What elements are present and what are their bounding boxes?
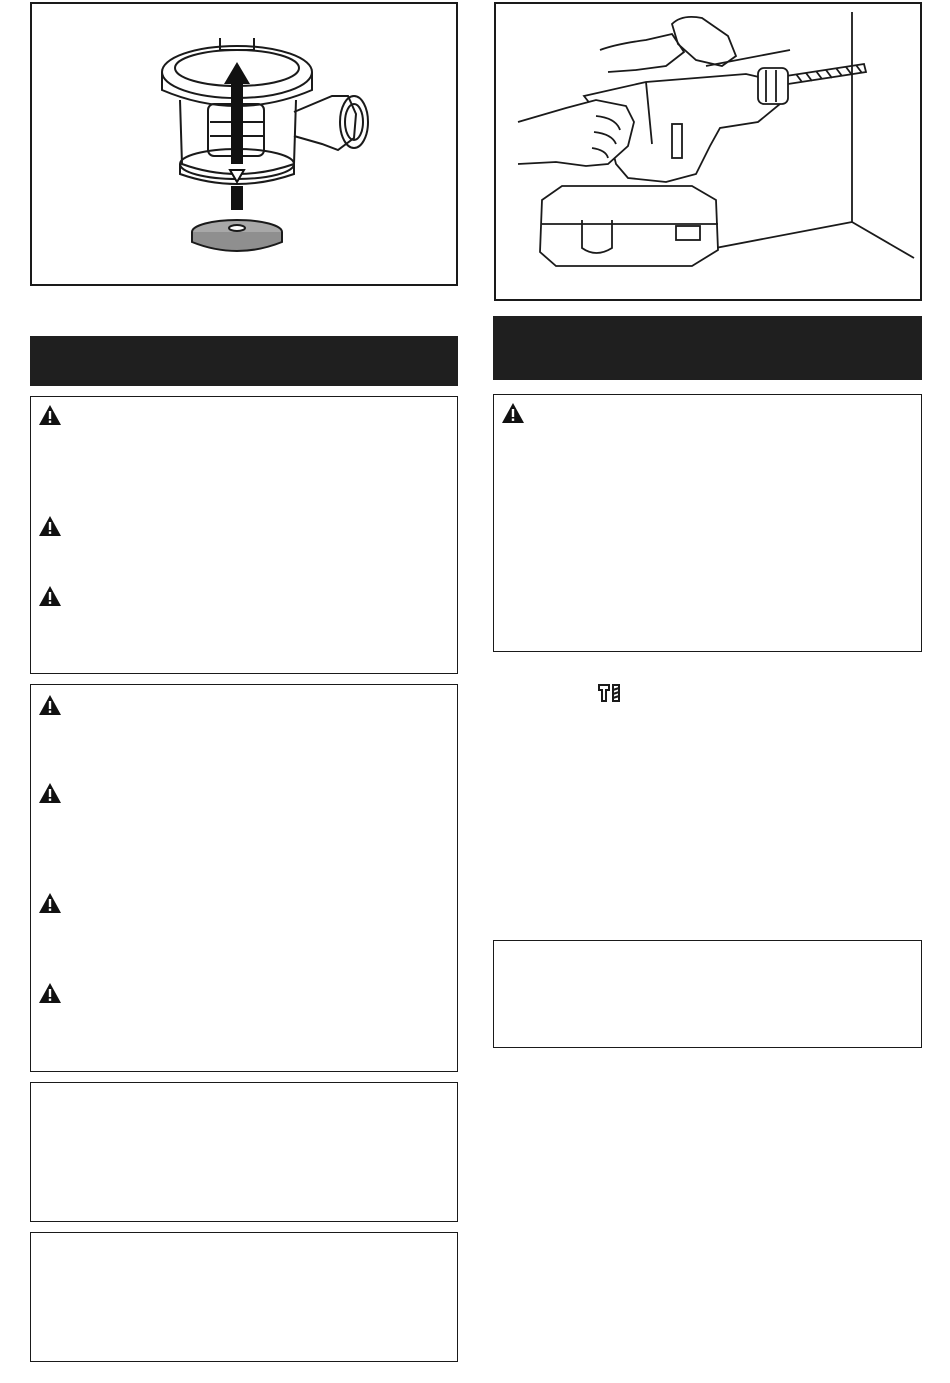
warning-box-left-1 <box>30 396 458 674</box>
warning-box-left-2 <box>30 684 458 1072</box>
figure-rotary-hammer <box>494 2 922 301</box>
warning-triangle-icon <box>38 404 62 426</box>
warning-triangle-icon <box>38 782 62 804</box>
hammer-drill-mode-icon <box>597 682 625 704</box>
section-header-right <box>493 316 922 380</box>
dust-cup-illustration <box>32 4 456 284</box>
section-header-left <box>30 336 458 386</box>
warning-triangle-icon <box>38 585 62 607</box>
warning-triangle-icon <box>38 694 62 716</box>
notice-box-right-1 <box>493 940 922 1048</box>
warning-triangle-icon <box>38 982 62 1004</box>
notice-box-left-1 <box>30 1082 458 1222</box>
rotary-hammer-illustration <box>496 4 920 299</box>
triangle-down-icon <box>230 170 244 182</box>
notice-box-left-2 <box>30 1232 458 1362</box>
warning-triangle-icon <box>501 402 525 424</box>
warning-triangle-icon <box>38 892 62 914</box>
figure-dust-cup <box>30 2 458 286</box>
warning-box-right-1 <box>493 394 922 652</box>
warning-triangle-icon <box>38 515 62 537</box>
